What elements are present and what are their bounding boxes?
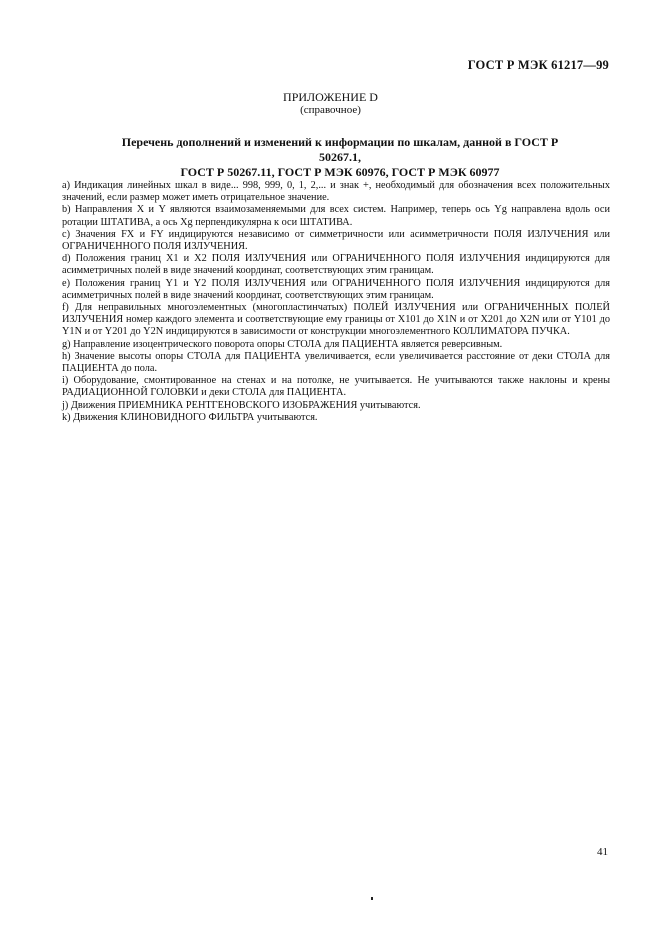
changes-list	[62, 180, 610, 424]
list-item-k: k) Движения КЛИНОВИДНОГО ФИЛЬТРА учитываются.	[62, 411, 318, 423]
list-item-d: d) Положения границ X1 и X2 ПОЛЯ ИЗЛУЧЕНИЯ или ОГРАНИЧЕННОГО ПОЛЯ ИЗЛУЧЕНИЯ индицируются для асимметричных полей в виде значений координат, соответствующих этим границам.	[62, 253, 610, 277]
list-item-e: e) Положения границ Y1 и Y2 ПОЛЯ ИЗЛУЧЕНИЯ или ОГРАНИЧЕННОГО ПОЛЯ ИЗЛУЧЕНИЯ индицируются для асимметричных полей в виде значений координат, соответствующих этим границам.	[62, 277, 610, 301]
list-item-a: a) Индикация линейных шкал в виде... 998, 999, 0, 1, 2,... и знак +, необходимый для обозначения всех положительных значений, если размер может иметь отрицательное значение.	[62, 180, 610, 204]
list-item-b: b) Направления X и Y являются взаимозаменяемыми для всех систем. Например, теперь ось Yg направлена вдоль оси ротации ШТАТИВА, а ось Xg перпендикулярна к оси ШТАТИВА.	[62, 204, 610, 228]
scan-dot-mark	[371, 897, 373, 900]
list-item-i: i) Оборудование, смонтированное на стенах и на потолке, не учитывается. Не учитываются также наклоны и крены РАДИАЦИОННОЙ ГОЛОВКИ и деки СТОЛА для ПАЦИЕНТА.	[62, 375, 610, 399]
list-item-j: j) Движения ПРИЕМНИКА РЕНТГЕНОВСКОГО ИЗОБРАЖЕНИЯ учитываются.	[62, 399, 421, 411]
list-item-f: f) Для неправильных многоэлементных (многопластинчатых) ПОЛЕЙ ИЗЛУЧЕНИЯ или ОГРАНИЧЕННЫХ ПОЛЕЙ ИЗЛУЧЕНИЯ номер каждого элемента и соответствующие ему границы от X101 до X1N и от X201 до X2N или от Y101 до Y1N и от Y201 до Y2N индицируются в зависимости от конструкции многоэлементного КОЛЛИМАТОРА ПУЧКА.	[62, 302, 610, 338]
list-item-g: g) Направление изоцентрического поворота опоры СТОЛА для ПАЦИЕНТА является реверсивным.	[62, 338, 503, 350]
appendix-subtitle: (справочное)	[300, 104, 361, 116]
list-item-h: h) Значение высоты опоры СТОЛА для ПАЦИЕНТА увеличивается, если увеличивается расстояние от деки СТОЛА для ПАЦИЕНТА до пола.	[62, 350, 610, 375]
heading-line-2: ГОСТ Р 50267.11, ГОСТ Р МЭК 60976, ГОСТ Р МЭК 60977	[180, 165, 500, 179]
heading-line-1: Перечень дополнений и изменений к информации по шкалам, данной в ГОСТ Р 50267.1,	[121, 135, 559, 164]
list-item-c: c) Значения FX и FY индицируются независимо от симметричности или асимметричности ПОЛЯ ИЗЛУЧЕНИЯ или ОГРАНИЧЕННОГО ПОЛЯ ИЗЛУЧЕНИЯ.	[62, 228, 610, 253]
appendix-title: ПРИЛОЖЕНИЕ D	[283, 90, 378, 104]
page-number: 41	[597, 846, 608, 858]
section-heading	[120, 135, 560, 180]
standard-code-header: ГОСТ Р МЭК 61217—99	[467, 58, 609, 72]
